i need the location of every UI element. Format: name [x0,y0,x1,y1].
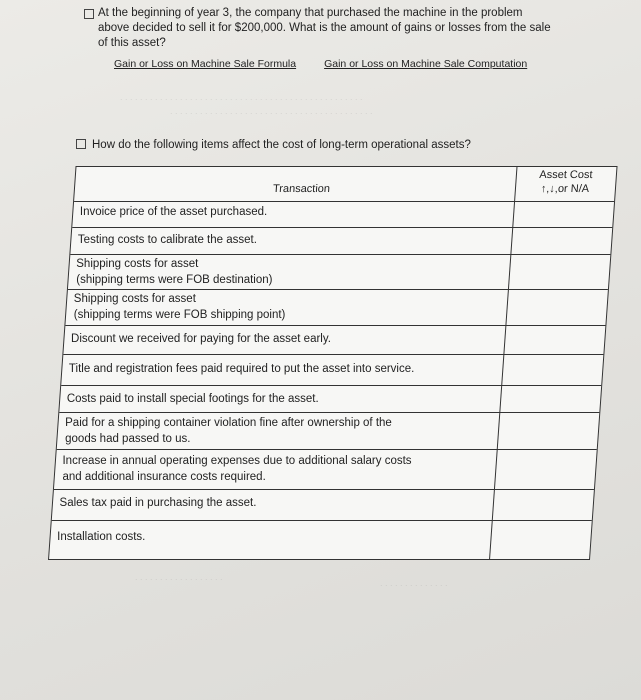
asset-cost-table [48,166,618,560]
transaction-cell: Increase in annual operating expenses due to additional salary costs and additional insurance costs required. [62,455,412,483]
asset-cost-header-line1: Asset Cost [538,169,593,181]
bleed-through-text: . . . . . . . . . . . . . . . . . . . . . . . . . . . . . . . . . . . . . . . . . . . . . . . . . [120,92,363,102]
transaction-cell: Discount we received for paying for the asset early. [71,333,331,345]
table-row [57,413,600,450]
transaction-cell: Sales tax paid in purchasing the asset. [59,497,257,509]
question-1-text: At the beginning of year 3, the company that purchased the machine in the problem above decided to sell it for $200,000. What is the amount of gains or losses from the sale of this asset? [98,7,551,49]
transaction-cell: Testing costs to calibrate the asset. [77,234,257,246]
table-row [72,201,614,228]
bleed-through-text: . . . . . . . . . . . . . . [380,578,448,588]
table-row [52,490,594,521]
question-2-text: How do the following items affect the cost of long-term operational assets? [92,139,471,151]
checkbox-icon [84,9,94,19]
transaction-cell: Title and registration fees paid required to put the asset into service. [68,363,415,375]
table-row [68,255,610,290]
table-row [49,521,592,559]
table-row [65,290,608,326]
table-row [70,228,612,255]
table-header [74,167,616,202]
transaction-cell: Paid for a shipping container violation fine after ownership of the goods had passed to us. [65,417,392,445]
checkbox-icon [76,139,86,149]
question-2 [76,139,471,151]
question-1 [84,6,554,51]
table-row [63,326,605,355]
table-row [59,386,601,413]
transaction-cell: Costs paid to install special footings for the asset. [66,393,319,405]
table-row [54,450,597,490]
computation-heading: Gain or Loss on Machine Sale Computation [324,58,528,70]
transaction-cell: Shipping costs for asset (shipping terms were FOB shipping point) [73,293,286,321]
asset-cost-header [514,167,616,196]
transaction-cell: Invoice price of the asset purchased. [79,206,268,218]
transaction-header: Transaction [272,183,331,195]
formula-headings [114,58,527,70]
transaction-cell: Installation costs. [57,531,146,543]
transaction-cell: Shipping costs for asset (shipping terms were FOB destination) [76,258,273,286]
table-row [61,355,603,386]
formula-heading: Gain or Loss on Machine Sale Formula [114,58,297,70]
asset-cost-header-line2: ↑,↓,or N/A [540,183,590,195]
bleed-through-text: . . . . . . . . . . . . . . . . . . . . . . . . . . . . . . . . . . . . . . . . . [170,106,373,116]
bleed-through-text: . . . . . . . . . . . . . . . . . . [135,572,223,582]
